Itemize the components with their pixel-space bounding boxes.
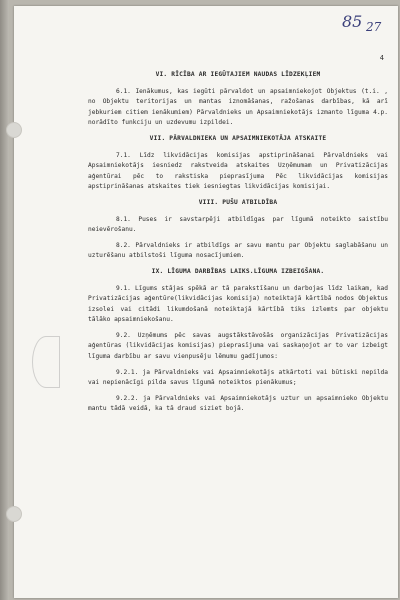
handwritten-page-number-2: 27 bbox=[366, 20, 382, 34]
paragraph: 6.1. Ienākumus, kas iegūti pārvaldot un apsaimniekojot Objektus (t.i. , no Objektu teritorijas un mantas iznomāšanas, ražošanas darbības, kā arī jebkuriem citiem ienākumiem) Pārvaldnieks un Apsaimniekotājs izmanto līguma 4.p. norādīto funkciju un uzdevumu izpildei. bbox=[88, 87, 388, 127]
section-heading: VI. RĪCĪBA AR IEGŪTAJIEM NAUDAS LĪDZEKĻIEM bbox=[155, 71, 321, 78]
paragraph: 9.1. Līgums stājas spēkā ar tā parakstīšanu un darbojas līdz laikam, kad Privatizācijas aģentūre(likvidācijas komisija) noteiktajā kārtībā nodos Objektus izsolei vai citādi likumdošanā noteiktajā kārtībā tiks izlemts par objektu tālāko apsaimniekošanu. bbox=[88, 284, 388, 324]
paragraph: 9.2.2. ja Pārvaldnieks vai Apsaimniekotājs uztur un apsaimnieko Objektu mantu tādā veidā, ka tā draud siziet bojā. bbox=[88, 394, 388, 413]
punch-hole bbox=[6, 122, 22, 138]
paragraph: 8.2. Pārvaldnieks ir atbildīgs ar savu mantu par Objektu saglabāšanu un uzturēšanu atbilstoši līguma nosacījumiem. bbox=[88, 241, 388, 260]
paragraph: 9.2.1. ja Pārvaldnieks vai Apsaimniekotājs atkārtoti vai būtiski nepilda vai nepienācīgi pilda savus līgumā noteiktos pienākumus; bbox=[88, 368, 388, 387]
punch-hole bbox=[6, 506, 22, 522]
faint-stamp bbox=[32, 336, 60, 388]
document-body bbox=[88, 70, 388, 420]
paragraph: 8.1. Puses ir savstarpēji atbildīgas par līgumā noteikto saistību neievērošanu. bbox=[88, 215, 388, 234]
section-heading: IX. LĪGUMA DARBĪBAS LAIKS.LĪGUMA IZBEIGŠANA. bbox=[151, 267, 325, 275]
section-heading: VII. PĀRVALDNIEKA UN APSAIMNIEKOTĀJA ATSKAITE bbox=[149, 134, 327, 142]
document-page bbox=[14, 6, 398, 598]
section-heading: VIII. PUŠU ATBILDĪBA bbox=[198, 198, 278, 206]
handwritten-page-number: 85 bbox=[342, 12, 363, 31]
paragraph: 9.2. Uzņēmums pēc savas augstākstāvošās organizācijas Privatizācijas aģentūras (likvidācijas komisijas) pieprasījuma vai saskaņojot ar to var izbeigt līguma darbību ar savu vienpusēju lēmumu gadījumos: bbox=[88, 331, 388, 361]
page-marker: 4 bbox=[379, 54, 384, 62]
paragraph: 7.1. Līdz likvidācijas komisijas apstiprināšanai Pārvaldnieks vai Apsaimniekotājs iesniedz rakstveida atskaites Uzņēmumam un Privatizācijas aģentūrai pēc to rakstiska pieprasījuma Pēc likvidācijas komisijas apstiprināšanas atskaites tiek iesniegtas likvidācijas komisijai. bbox=[88, 151, 388, 191]
